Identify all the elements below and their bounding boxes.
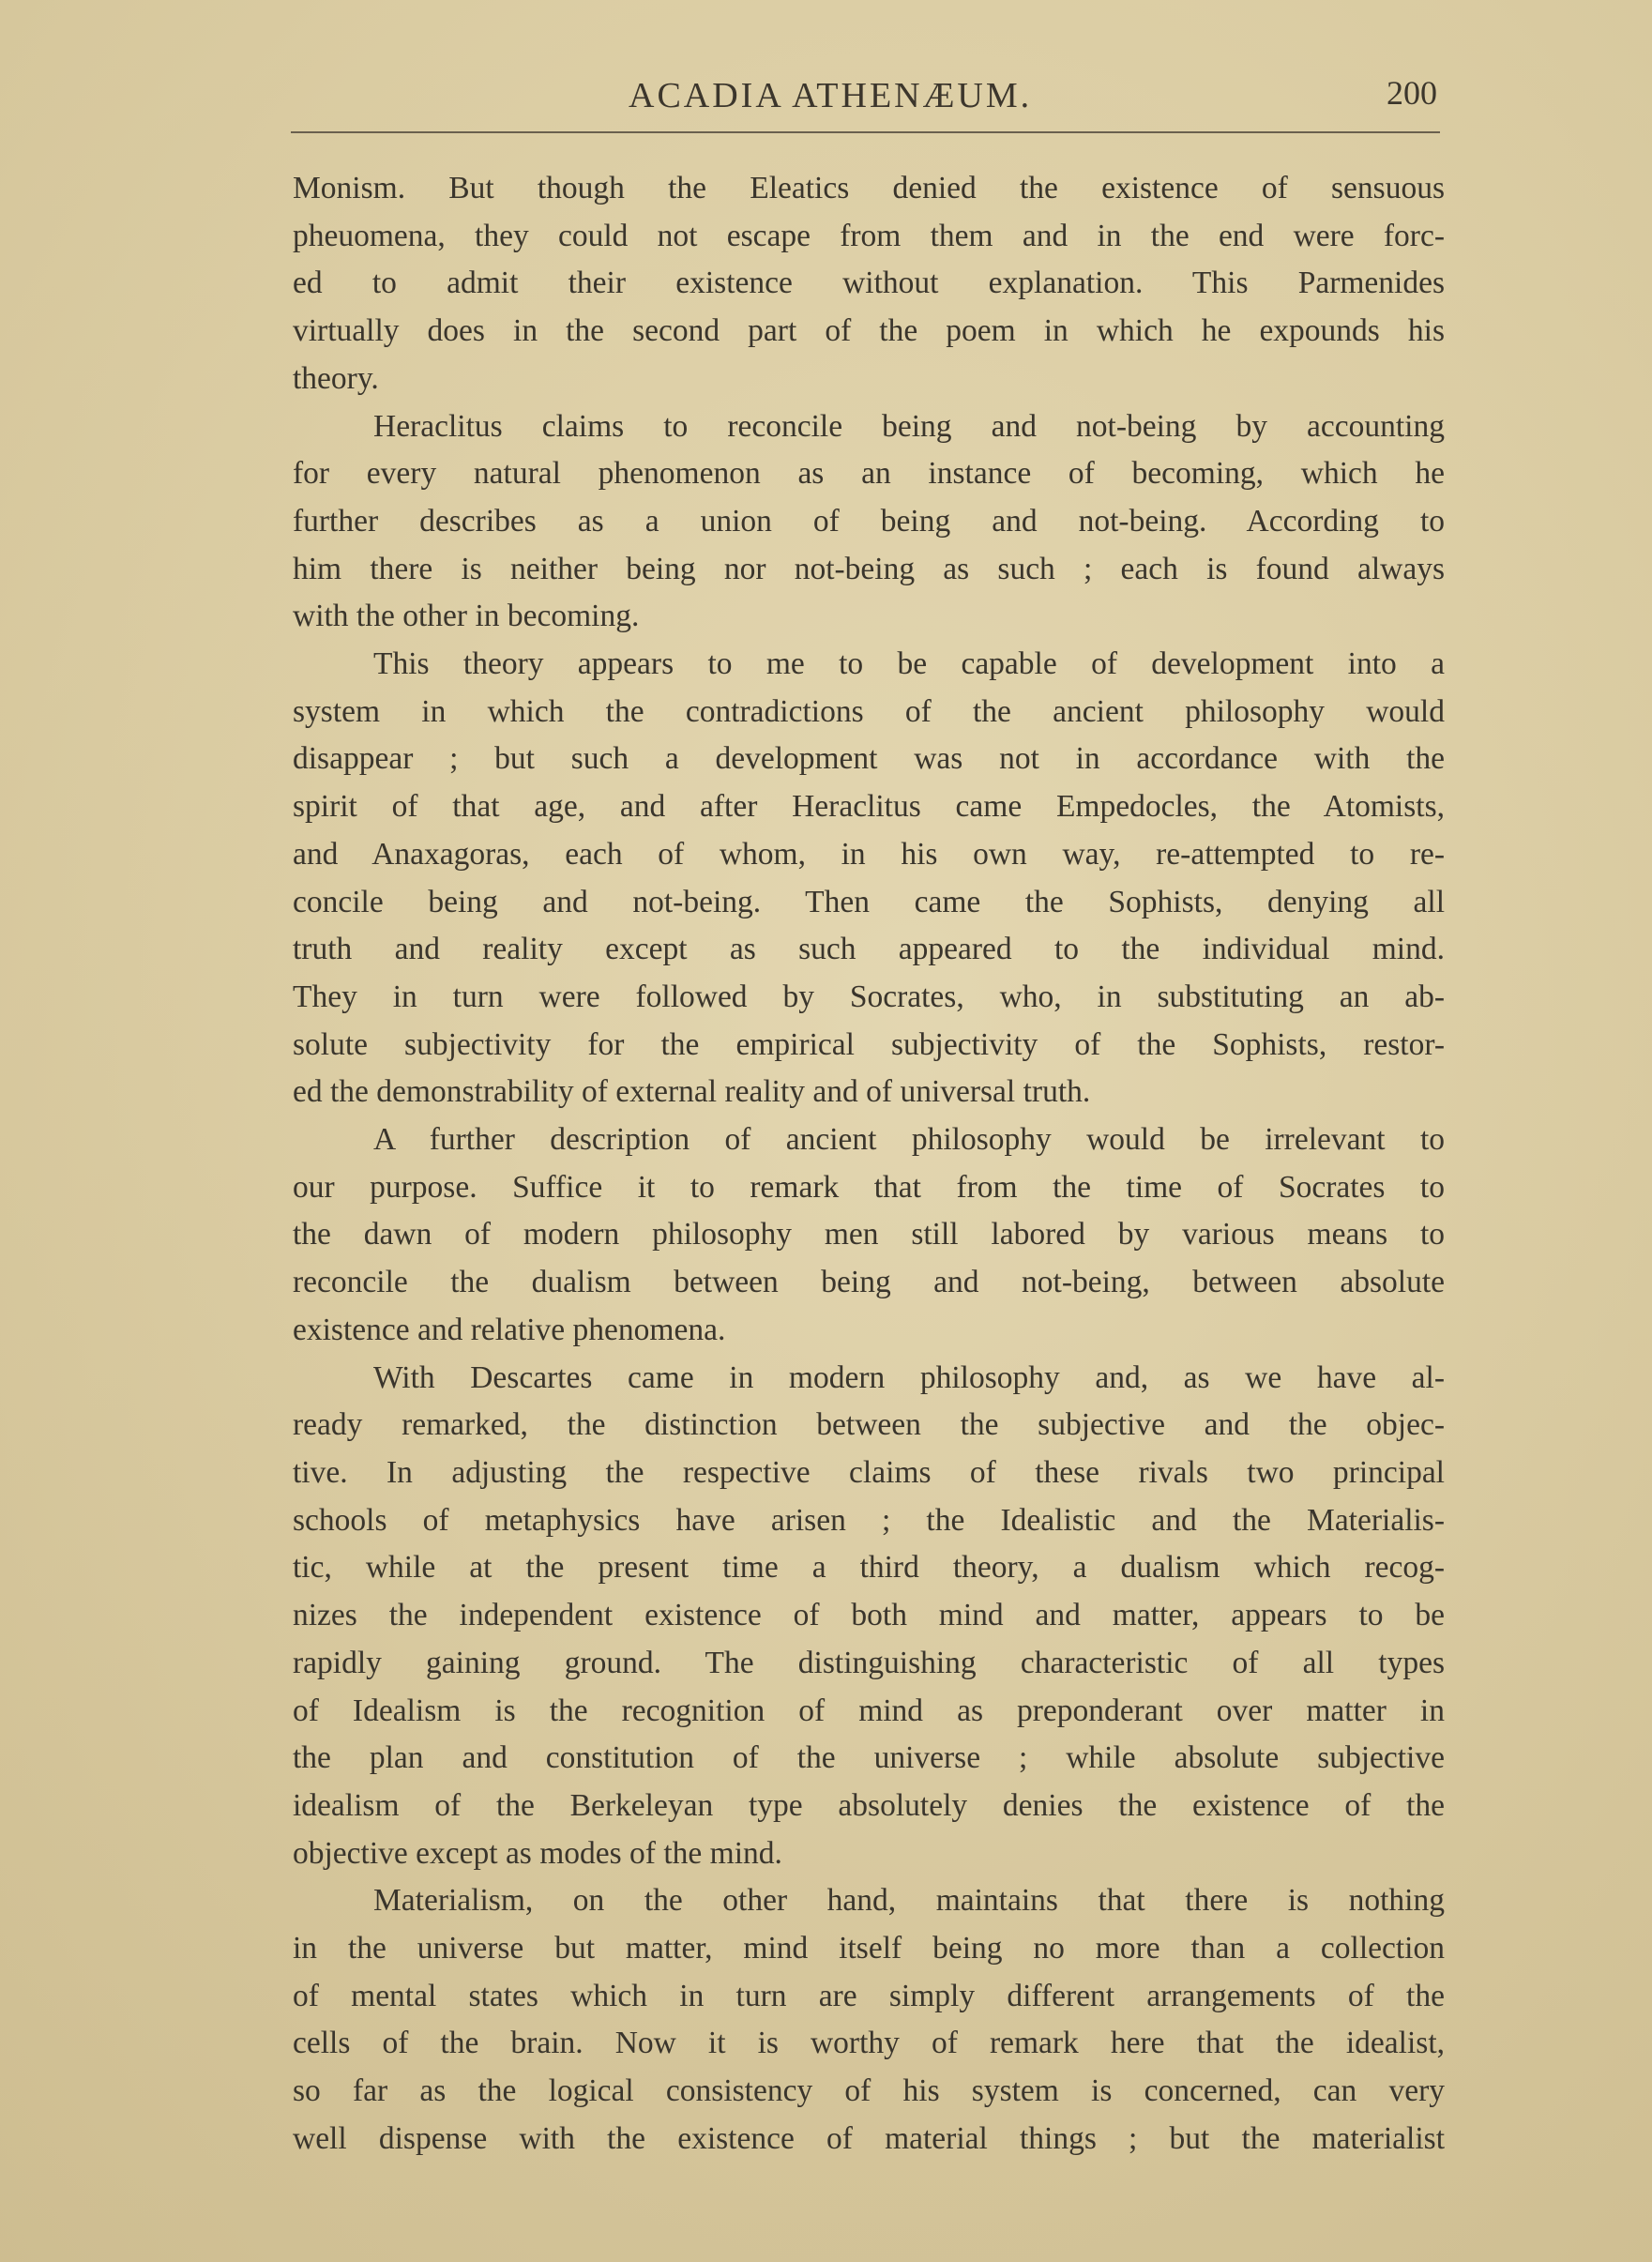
text-line: well dispense with the existence of material things ; but the materialist <box>293 2120 1445 2156</box>
text-line: reconcile the dualism between being and not-being, between absolute <box>293 1265 1445 1300</box>
text-line: of mental states which in turn are simply different arrangements of the <box>293 1978 1445 2013</box>
text-line: disappear ; but such a development was not in accordance with the <box>293 741 1445 777</box>
text-line: schools of metaphysics have arisen ; the Idealistic and the Materialis- <box>293 1502 1445 1538</box>
text-line: him there is neither being nor not-being as such ; each is found always <box>293 551 1445 586</box>
text-line: nizes the independent existence of both mind and matter, appears to be <box>293 1598 1445 1633</box>
text-line: tive. In adjusting the respective claims of these rivals two principal <box>293 1454 1445 1490</box>
text-line: solute subjectivity for the empirical subjectivity of the Sophists, restor- <box>293 1026 1445 1062</box>
paragraph <box>293 1116 1445 1355</box>
text-line: so far as the logical consistency of his system is concerned, can very <box>293 2073 1445 2109</box>
text-line: idealism of the Berkeleyan type absolutely denies the existence of the <box>293 1787 1445 1823</box>
text-line: system in which the contradictions of the ancient philosophy would <box>293 693 1445 729</box>
text-line: further describes as a union of being and not-being. According to <box>293 503 1445 539</box>
text-line: concile being and not-being. Then came the Sophists, denying all <box>293 884 1445 919</box>
page-header <box>291 68 1437 124</box>
text-line: existence and relative phenomena. <box>293 1312 726 1347</box>
text-line: cells of the brain. Now it is worthy of remark here that the idealist, <box>293 2026 1445 2061</box>
text-line: They in turn were followed by Socrates, who, in substituting an ab- <box>293 979 1445 1014</box>
text-line: the dawn of modern philosophy men still labored by various means to <box>293 1217 1445 1252</box>
text-line: With Descartes came in modern philosophy and, as we have al- <box>373 1359 1445 1395</box>
text-line: pheuomena, they could not escape from them and in the end were forc- <box>293 218 1445 253</box>
text-line: and Anaxagoras, each of whom, in his own way, re-attempted to re- <box>293 836 1445 872</box>
text-line: ready remarked, the distinction between the subjective and the objec- <box>293 1407 1445 1443</box>
paragraph <box>293 1355 1445 1878</box>
text-line: truth and reality except as such appeared to the individual mind. <box>293 932 1445 967</box>
text-line: tic, while at the present time a third theory, a dualism which recog- <box>293 1550 1445 1586</box>
text-line: Materialism, on the other hand, maintains that there is nothing <box>373 1883 1445 1919</box>
text-line: our purpose. Suffice it to remark that from the time of Socrates to <box>293 1169 1445 1205</box>
text-line: This theory appears to me to be capable of development into a <box>373 646 1445 682</box>
text-line: with the other in becoming. <box>293 599 640 634</box>
text-line: virtually does in the second part of the poem in which he expounds his <box>293 313 1445 349</box>
text-line: spirit of that age, and after Heraclitus came Empedocles, the Atomists, <box>293 789 1445 825</box>
paragraph <box>293 1877 1445 2163</box>
text-line: A further description of ancient philosophy would be irrelevant to <box>373 1122 1445 1158</box>
paragraph <box>293 403 1445 642</box>
text-line: rapidly gaining ground. The distinguishing characteristic of all types <box>293 1645 1445 1680</box>
text-line: ed to admit their existence without explanation. This Parmenides <box>293 266 1445 301</box>
paragraph <box>293 165 1445 403</box>
text-line: theory. <box>293 360 379 396</box>
text-line: for every natural phenomenon as an instance of becoming, which he <box>293 456 1445 492</box>
text-line: of Idealism is the recognition of mind as preponderant over matter in <box>293 1693 1445 1728</box>
body-text <box>293 165 1445 2163</box>
running-title: ACADIA ATHENÆUM. <box>629 76 1033 115</box>
paragraph <box>293 641 1445 1116</box>
text-line: objective except as modes of the mind. <box>293 1835 782 1871</box>
header-rule <box>291 131 1440 133</box>
text-line: Heraclitus claims to reconcile being and not-being by accounting <box>373 408 1445 444</box>
text-line: Monism. But though the Eleatics denied the existence of sensuous <box>293 171 1445 205</box>
text-line: the plan and constitution of the universe ; while absolute subjective <box>293 1740 1445 1776</box>
text-line: ed the demonstrability of external reality and of universal truth. <box>293 1074 1091 1110</box>
text-line: in the universe but matter, mind itself being no more than a collection <box>293 1931 1445 1966</box>
page-number: 200 <box>1387 74 1437 112</box>
